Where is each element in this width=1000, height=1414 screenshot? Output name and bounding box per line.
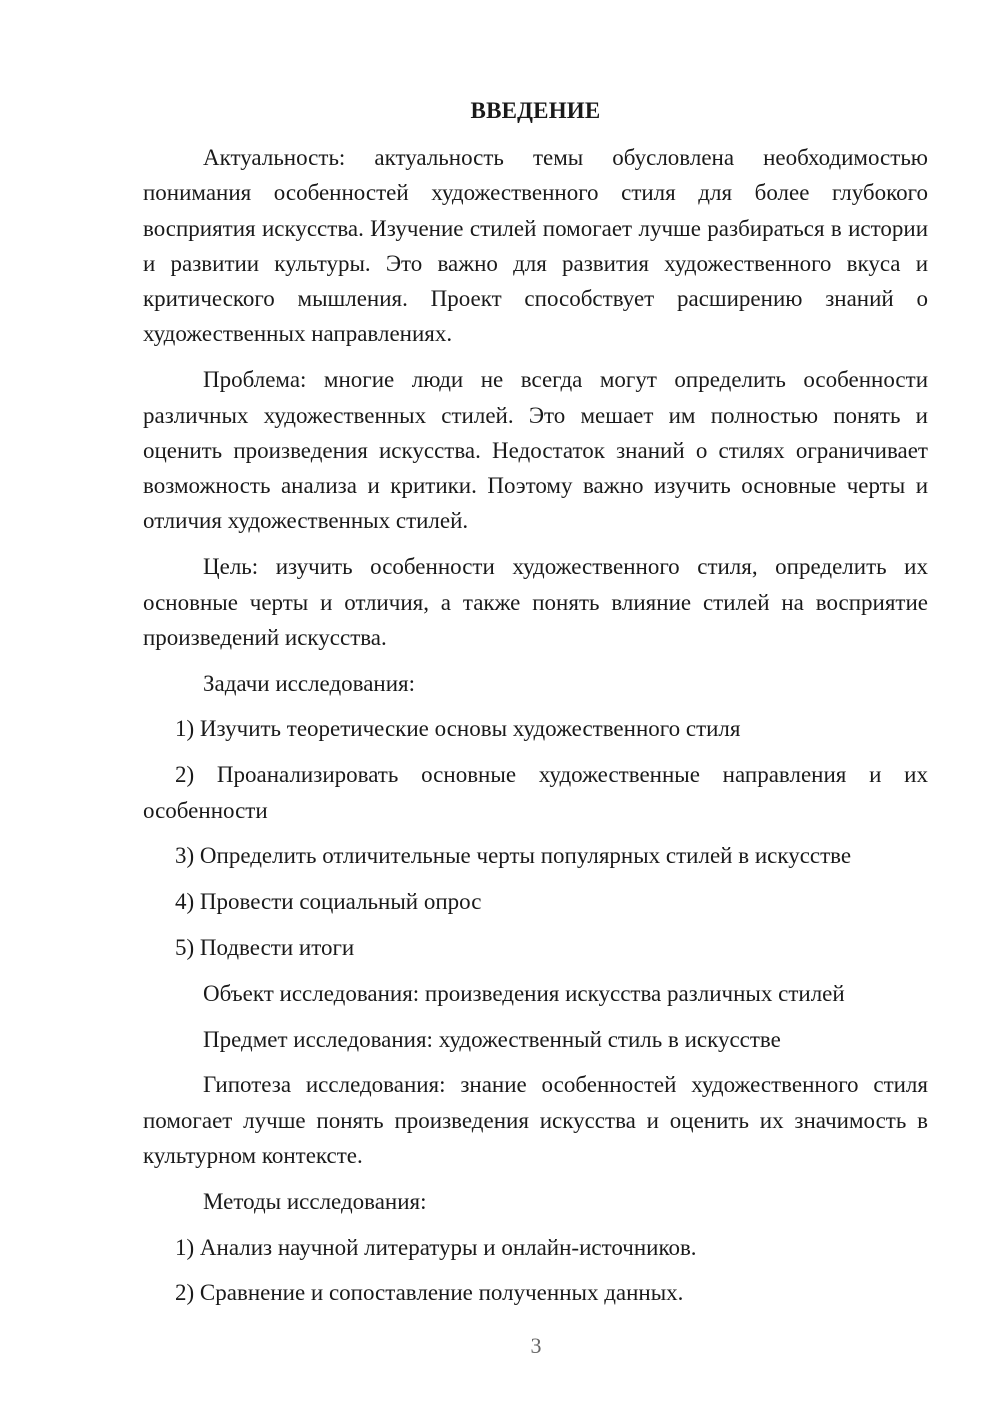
- task-item-1: 1) Изучить теоретические основы художественного стиля: [175, 716, 741, 742]
- task-item-2: 2) Проанализировать основные художественные направления и их особенности: [143, 762, 928, 823]
- page-number: 3: [530, 1333, 542, 1358]
- task-item-3: 3) Определить отличительные черты популярных стилей в искусстве: [175, 843, 852, 869]
- page-content: [143, 93, 928, 1321]
- relevance-paragraph: Актуальность: актуальность темы обусловлена необходимостью понимания особенностей художественного стиля для более глубокого восприятия искусства. Изучение стилей помогает лучше разбираться в истории и развитии культуры. Это важно для развития художественного вкуса и критического мышления. Проект способствует расширению знаний о художественных направлениях.: [143, 145, 928, 347]
- task-item-5: 5) Подвести итоги: [175, 934, 355, 960]
- method-item-1: 1) Анализ научной литературы и онлайн-источников.: [175, 1234, 697, 1260]
- section-title: ВВЕДЕНИЕ: [470, 98, 601, 123]
- tasks-heading: Задачи исследования:: [203, 670, 416, 696]
- subject-paragraph: Предмет исследования: художественный стиль в искусстве: [203, 1026, 781, 1052]
- goal-paragraph: Цель: изучить особенности художественного стиля, определить их основные черты и отличия, а также понять влияние стилей на восприятие произведений искусства.: [143, 554, 928, 650]
- task-item-4: 4) Провести социальный опрос: [175, 889, 482, 915]
- hypothesis-paragraph: Гипотеза исследования: знание особенностей художественного стиля помогает лучше понять произведения искусства и оценить их значимость в культурном контексте.: [143, 1072, 928, 1168]
- methods-heading: Методы исследования:: [203, 1188, 427, 1214]
- problem-paragraph: Проблема: многие люди не всегда могут определить особенности различных художественных стилей. Это мешает им полностью понять и оценить произведения искусства. Недостаток знаний о стилях ограничивает возможность анализа и критики. Поэтому важно изучить основные черты и отличия художественных стилей.: [143, 367, 928, 534]
- object-paragraph: Объект исследования: произведения искусства различных стилей: [203, 980, 845, 1006]
- method-item-2: 2) Сравнение и сопоставление полученных данных.: [175, 1280, 684, 1306]
